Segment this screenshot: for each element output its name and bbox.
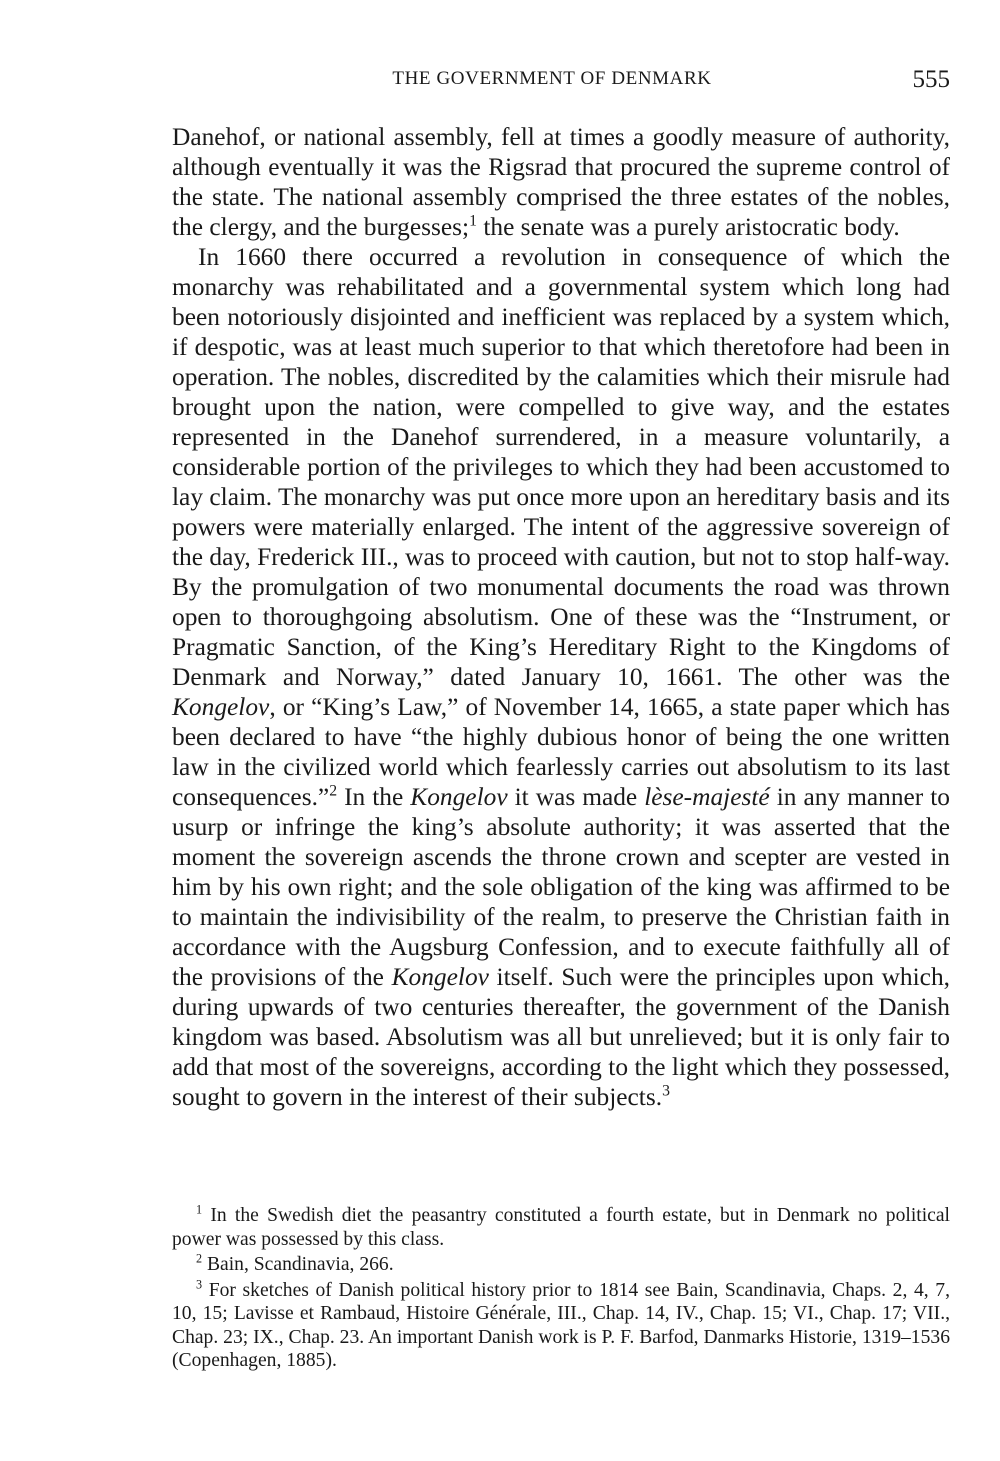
paragraph-1-text: Danehof, or national assembly, fell at times a goodly measure of authority, although eventually it was the Rigsrad that procured the supreme control of the state. The national assembly comprised the three estates of the nobles, the clergy, and the burgesses;	[172, 123, 950, 241]
footnote-3-marker: 3	[196, 1276, 203, 1291]
paragraph-2-text-e: in any manner to usurp or infringe the king’s absolute authority; it was asserted that the moment the sovereign ascends the throne crown and scepter are vested in him by his own right; and the sole obligation of the king was affirmed to be to maintain the indivisibility of the realm, to preserve the Christian faith in accordance with the Augsburg Confession, and to execute faithfully all of the provisions of the	[172, 783, 950, 991]
kongelov-term: Kongelov	[410, 783, 508, 811]
footnote-2	[172, 1253, 950, 1277]
kongelov-term: Kongelov	[172, 693, 270, 721]
paragraph-2-text-d: it was made	[507, 783, 645, 811]
kongelov-term: Kongelov	[391, 963, 489, 991]
paragraph-1	[172, 122, 950, 242]
footnote-1-marker: 1	[196, 1202, 203, 1217]
footnote-2-marker: 2	[196, 1251, 203, 1266]
paragraph-2	[172, 242, 950, 1112]
page-number: 555	[912, 66, 950, 93]
paragraph-2-text-a: In 1660 there occurred a revolution in consequence of which the monarchy was rehabilitated and a governmental system which long had been notoriously disjointed and inefficient was replaced by a system which, if despotic, was at least much superior to that which theretofore had been in operation. The nobles, discredited by the calamities which their misrule had brought upon the nation, were compelled to give way, and the estates represented in the Danehof surrendered, in a measure voluntarily, a considerable portion of the privileges to which they had been accustomed to lay claim. The monarchy was put once more upon an hereditary basis and its powers were materially enlarged. The intent of the aggressive sovereign of the day, Frederick III., was to proceed with caution, but not to stop half-way. By the promulgation of two monumental documents the road was thrown open to thoroughgoing absolutism. One of these was the “Instrument, or Pragmatic Sanction, of the King’s Hereditary Right to the Kingdoms of Denmark and Norway,” dated January 10, 1661. The other was the	[172, 243, 950, 691]
paragraph-2-text-c: In the	[337, 783, 411, 811]
footnote-3-text: For sketches of Danish political history prior to 1814 see Bain, Scandinavia, Chaps. 2, 4, 7, 10, 15; Lavisse et Rambaud, Histoire Générale, III., Chap. 14, IV., Chap. 15; VI., Chap. 17; VII., Chap. 23; IX., Chap. 23. An important Danish work is P. F. Barfod, Danmarks Historie, 1319–1536 (Copenhagen, 1885).	[172, 1279, 950, 1371]
footnote-1	[172, 1204, 950, 1251]
body-text	[172, 122, 950, 1112]
footnote-ref-2: 2	[329, 782, 338, 800]
paragraph-2-text-b: , or “King’s Law,” of November 14, 1665, a state paper which has been declared to have “the highly dubious honor of being the one written law in the civilized world which fearlessly carries out absolutism to its last consequences.”	[172, 693, 950, 811]
footnote-1-text: In the Swedish diet the peasantry constituted a fourth estate, but in Denmark no political power was possessed by this class.	[172, 1205, 950, 1250]
paragraph-1-text-end: the senate was a purely aristocratic body.	[476, 213, 900, 241]
running-title: THE GOVERNMENT OF DENMARK	[392, 68, 712, 89]
footnotes	[172, 1204, 950, 1375]
footnote-3	[172, 1276, 950, 1373]
running-head	[172, 66, 950, 100]
paragraph-2-text-f: itself. Such were the principles upon which, during upwards of two centuries thereafter, the government of the Danish kingdom was based. Absolutism was all but unrelieved; but it is only fair to add that most of the sovereigns, according to the light which they possessed, sought to govern in the interest of their subjects.	[172, 963, 950, 1111]
footnote-ref-1: 1	[469, 212, 477, 230]
lese-majeste-term: lèse-majesté	[644, 783, 770, 811]
footnote-ref-3: 3	[662, 1082, 670, 1100]
footnote-2-text: Bain, Scandinavia, 266.	[202, 1254, 394, 1275]
